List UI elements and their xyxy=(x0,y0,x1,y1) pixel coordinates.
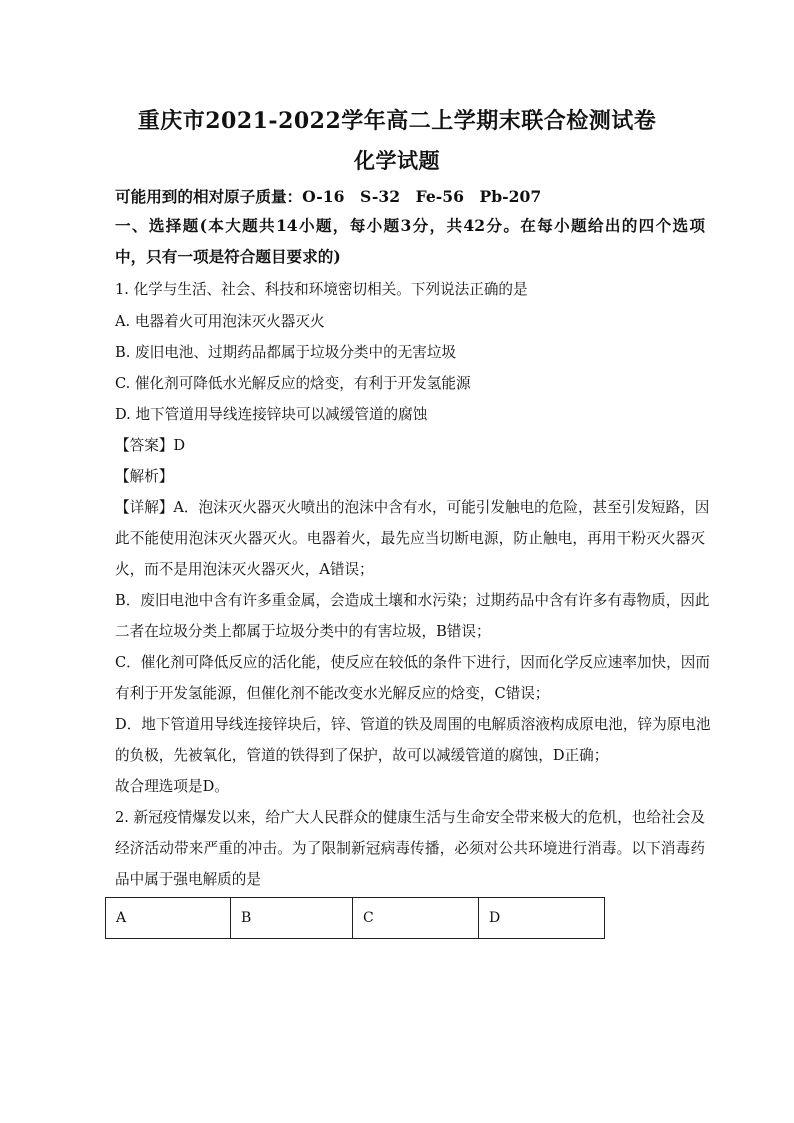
exam-subtitle: 化学试题 xyxy=(354,148,440,173)
question-1-option-c: C. 催化剂可降低水光解反应的焓变，有利于开发氢能源 xyxy=(115,375,471,392)
question-1-answer: 【答案】D xyxy=(115,437,186,454)
question-1-option-a: A. 电器着火可用泡沫灭火器灭火 xyxy=(115,313,325,330)
choice-cell-b: B xyxy=(231,898,353,939)
explanation-line: B．废旧电池中含有许多重金属，会造成土壤和水污染；过期药品中含有许多有毒物质，因此 xyxy=(115,592,710,609)
question-1-analysis-label: 【解析】 xyxy=(115,468,174,485)
exam-title: 重庆市2021-2022学年高二上学期末联合检测试卷 xyxy=(137,108,657,134)
question-2-choice-table xyxy=(105,897,605,939)
choice-cell-d: D xyxy=(479,898,605,939)
question-1-stem: 1. 化学与生活、社会、科技和环境密切相关。下列说法正确的是 xyxy=(115,281,528,298)
explanation-line: D．地下管道用导线连接锌块后，锌、管道的铁及周围的电解质溶液构成原电池，锌为原电池 xyxy=(115,716,711,733)
choice-row xyxy=(106,898,605,939)
question-2-stem-line: 品中属于强电解质的是 xyxy=(115,871,261,888)
explanation-line: 有利于开发氢能源，但催化剂不能改变水光解反应的焓变，C错误； xyxy=(115,685,550,702)
explanation-line: 此不能使用泡沫灭火器灭火。电器着火，最先应当切断电源，防止触电，再用干粉灭火器灭 xyxy=(115,530,705,547)
explanation-line: 二者在垃圾分类上都属于垃圾分类中的有害垃圾，B错误； xyxy=(115,623,491,640)
choice-cell-c: C xyxy=(353,898,479,939)
explanation-line: 火，而不是用泡沫灭火器灭火，A错误； xyxy=(115,561,374,578)
question-2-stem-line: 经济活动带来严重的冲击。为了限制新冠病毒传播，必须对公共环境进行消毒。以下消毒药 xyxy=(115,840,705,857)
atomic-mass-note: 可能用到的相对原子质量：O-16 S-32 Fe-56 Pb-207 xyxy=(115,187,542,206)
section-heading-line1: 一、选择题(本大题共14小题，每小题3分，共42分。在每小题给出的四个选项 xyxy=(115,216,705,235)
explanation-line: 的负极，先被氧化，管道的铁得到了保护，故可以减缓管道的腐蚀，D正确； xyxy=(115,747,609,764)
explanation-line: C．催化剂可降低反应的活化能，使反应在较低的条件下进行，因而化学反应速率加快，因而 xyxy=(115,654,710,671)
question-1-option-d: D. 地下管道用导线连接锌块可以减缓管道的腐蚀 xyxy=(115,406,428,423)
explanation-line: 【详解】A．泡沫灭火器灭火喷出的泡沫中含有水，可能引发触电的危险，甚至引发短路，因 xyxy=(115,499,710,516)
question-1-option-b: B. 废旧电池、过期药品都属于垃圾分类中的无害垃圾 xyxy=(115,344,457,361)
choice-cell-a: A xyxy=(106,898,231,939)
section-heading-line2: 中，只有一项是符合题目要求的) xyxy=(115,247,341,266)
question-2-stem-line: 2. 新冠疫情爆发以来，给广大人民群众的健康生活与生命安全带来极大的危机，也给社会及 xyxy=(115,809,705,826)
explanation-conclusion: 故合理选项是D。 xyxy=(115,778,229,795)
